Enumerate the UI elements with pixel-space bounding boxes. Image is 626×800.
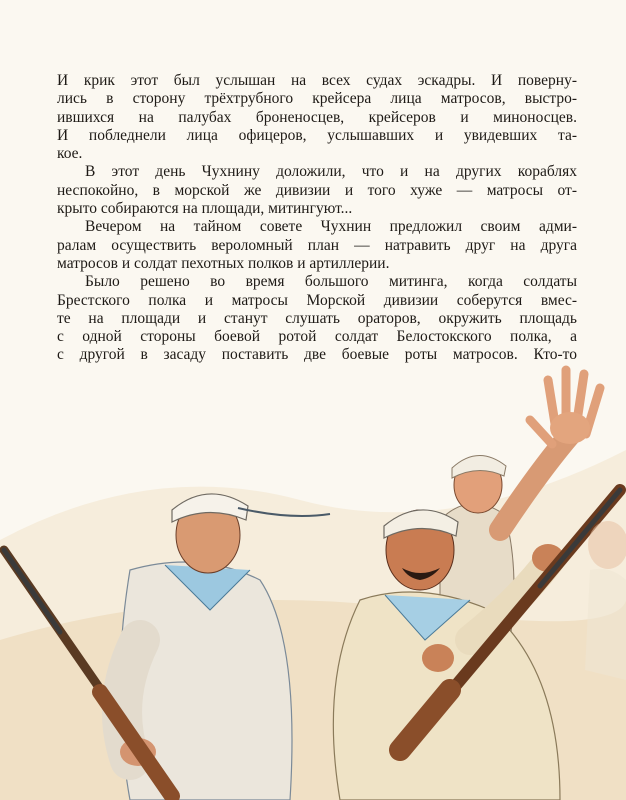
paragraph-1 <box>57 72 577 163</box>
text-line: кое. <box>57 145 83 163</box>
text-line: ившихся на палубах броненосцев, крейсеров и миноносцев. <box>57 108 577 126</box>
paragraph-2 <box>57 163 577 218</box>
paragraph-3 <box>57 218 577 273</box>
text-line: те на площади и станут слушать ораторов, окружить площадь <box>57 309 577 327</box>
far-right-figure <box>585 521 626 680</box>
text-line: ралам осуществить вероломный план — натравить друг на друга <box>57 236 577 254</box>
text-line: лись в сторону трёхтрубного крейсера лица матросов, выстро- <box>57 90 577 108</box>
text-line: с одной стороны боевой ротой солдат Белостокского полка, а <box>57 328 577 346</box>
text-line: неспокойно, в морской же дивизии и того хуже — матросы от- <box>57 181 577 199</box>
text-line: крыто собираются на площади, митингуют... <box>57 200 353 218</box>
text-line: И побледнели лица офицеров, услышавших и увидевших та- <box>57 126 577 144</box>
text-line: И крик этот был услышан на всех судах эскадры. И поверну- <box>57 72 577 89</box>
text-line: Брестского полка и матросы Морской дивизии соберутся вмес- <box>57 291 577 309</box>
text-line: с другой в засаду поставить две боевые роты матросов. Кто-то <box>57 346 577 364</box>
text-line: Вечером на тайном совете Чухнин предложил своим адми- <box>85 218 577 236</box>
text-line: Было решено во время большого митинга, когда солдаты <box>85 273 577 291</box>
body-text <box>57 72 577 365</box>
sailors-with-rifles-illustration <box>0 340 626 800</box>
text-line: матросов и солдат пехотных полков и артиллерии. <box>57 254 390 272</box>
text-line: В этот день Чухнину доложили, что и на других кораблях <box>85 163 577 181</box>
